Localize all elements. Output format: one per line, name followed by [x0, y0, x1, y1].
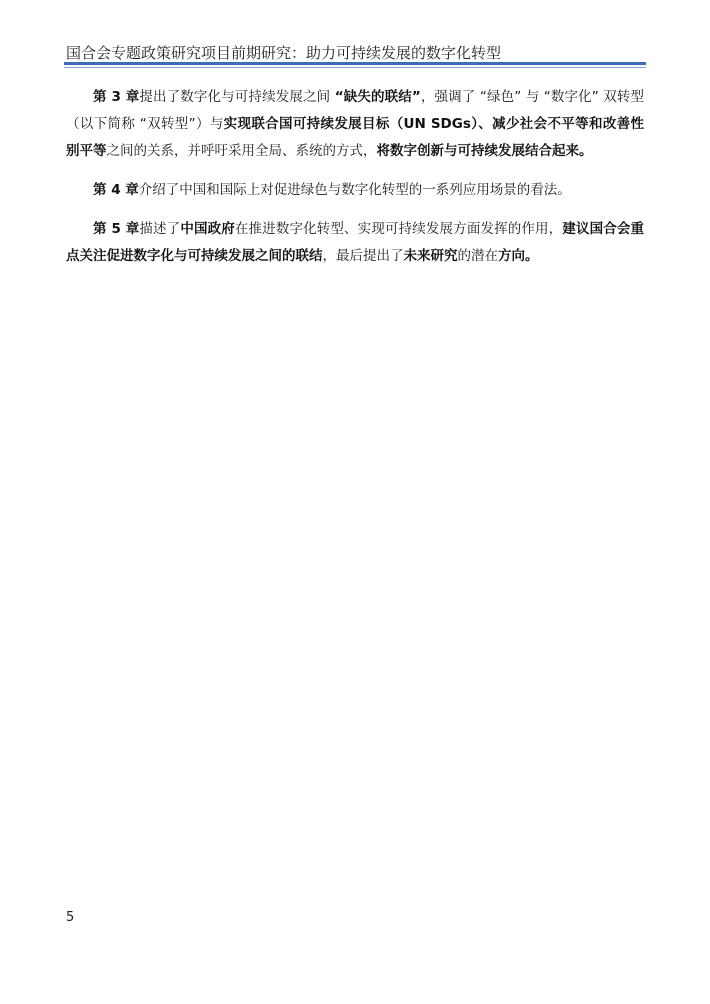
body-text [66, 84, 644, 282]
bold-text-run: 第 3 章 [93, 89, 140, 105]
paragraph-chapter-3 [66, 84, 644, 165]
header-rule-thin [64, 67, 646, 68]
bold-text-run: 中国政府 [180, 221, 235, 237]
bold-text-run: 方向。 [498, 248, 539, 264]
text-run: ，强调了 “绿色” 与 “数字化” 双转型（以下简称 “双转型”）与 [66, 89, 645, 132]
paragraph-chapter-4 [66, 177, 644, 204]
bold-text-run: 将数字创新与可持续发展结合起来。 [376, 143, 593, 159]
bold-text-run: “缺失的联结” [334, 89, 421, 105]
text-run: 描述了 [139, 221, 181, 237]
text-run: 在推进数字化转型、实现可持续发展方面发挥的作用， [234, 221, 563, 237]
paragraph-chapter-5 [66, 216, 644, 270]
text-run: 的潜在 [457, 248, 498, 264]
header-rule-thick [64, 62, 646, 65]
bold-text-run: 第 5 章 [93, 221, 140, 237]
text-run: 之间的关系，并呼吁采用全局、系统的方式， [106, 143, 377, 159]
text-run: 提出了数字化与可持续发展之间 [139, 89, 335, 105]
bold-text-run: 未来研究 [403, 248, 458, 264]
bold-text-run: 实现联合国可持续发展目标（UN SDGs）、减少社会不平等和改善性别平等 [66, 116, 644, 159]
header-title: 国合会专题政策研究项目前期研究：助力可持续发展的数字化转型 [66, 44, 502, 62]
bold-text-run: 建议国合会重点关注促进数字化与可持续发展之间的联结 [66, 221, 645, 264]
text-run: 介绍了中国和国际上对促进绿色与数字化转型的一系列应用场景的看法。 [138, 182, 571, 198]
bold-text-run: 第 4 章 [93, 182, 139, 198]
text-run: ，最后提出了 [322, 248, 404, 264]
page-number: 5 [66, 910, 75, 925]
